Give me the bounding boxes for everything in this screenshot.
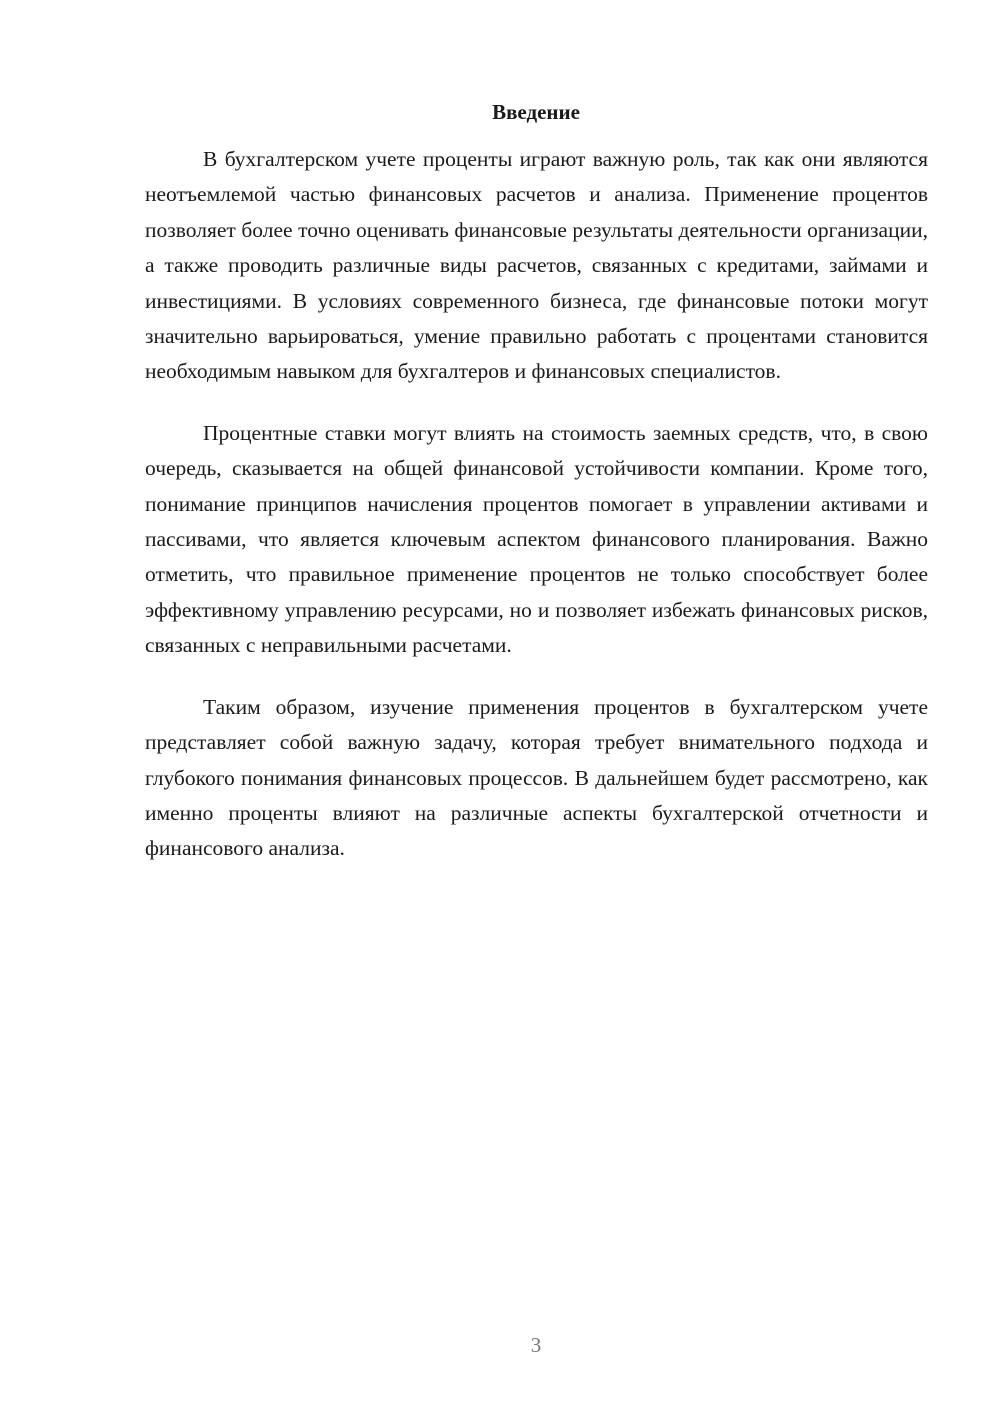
paragraph-2: Процентные ставки могут влиять на стоимость заемных средств, что, в свою очередь, сказывается на общей финансовой устойчивости компании. Кроме того, понимание принципов начисления процентов помогает в управлении активами и пассивами, что является ключевым аспектом финансового планирования. Важно отметить, что правильное применение процентов не только способствует более эффективному управлению ресурсами, но и позволяет избежать финансовых рисков, связанных с неправильными расчетами.	[145, 420, 928, 658]
page-number: 3	[530, 1333, 542, 1357]
body-text	[145, 142, 928, 867]
section-title: Введение	[492, 100, 580, 124]
paragraph-1: В бухгалтерском учете проценты играют важную роль, так как они являются неотъемлемой частью финансовых расчетов и анализа. Применение процентов позволяет более точно оценивать финансовые результаты деятельности организации, а также проводить различные виды расчетов, связанных с кредитами, займами и инвестициями. В условиях современного бизнеса, где финансовые потоки могут значительно варьироваться, умение правильно работать с процентами становится необходимым навыком для бухгалтеров и финансовых специалистов.	[145, 147, 928, 384]
paragraph-3: Таким образом, изучение применения процентов в бухгалтерском учете представляет собой важную задачу, которая требует внимательного подхода и глубокого понимания финансовых процессов. В дальнейшем будет рассмотрено, как именно проценты влияют на различные аспекты бухгалтерской отчетности и финансового анализа.	[145, 694, 928, 861]
